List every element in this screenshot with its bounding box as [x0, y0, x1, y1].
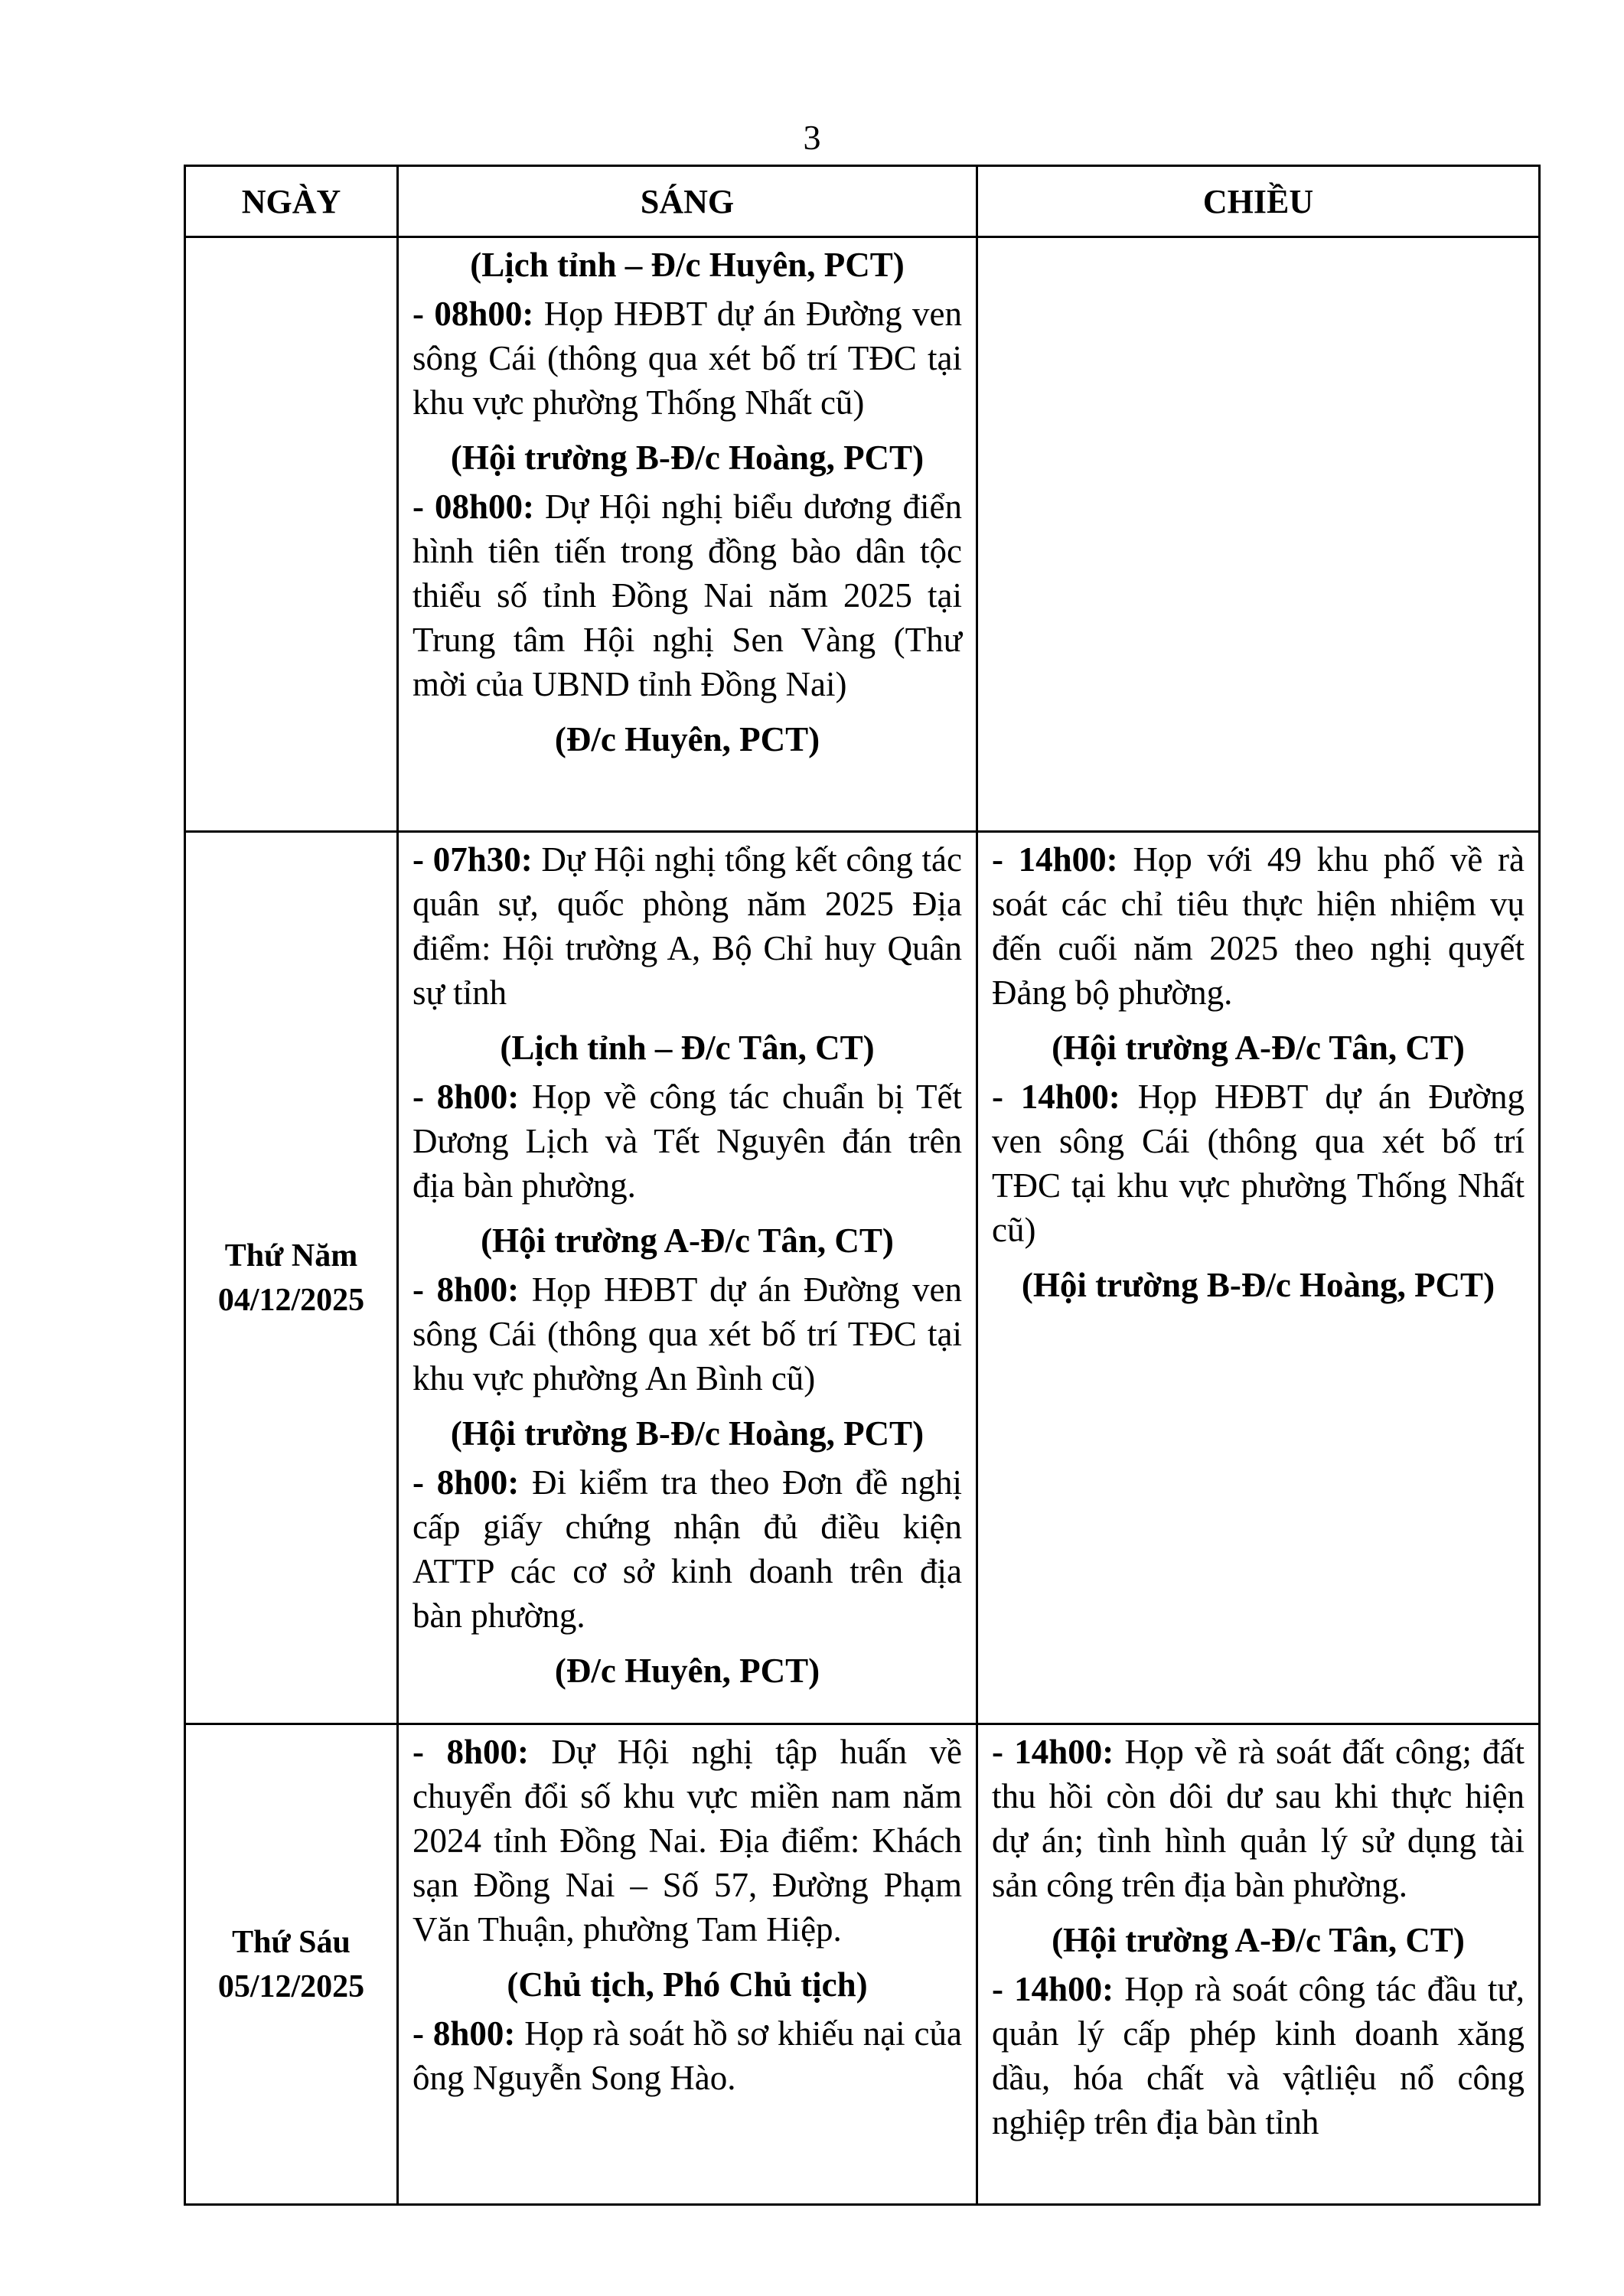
responsible-note: (Hội trường A-Đ/c Tân, CT)	[1052, 1921, 1465, 1959]
morning-cell	[398, 237, 977, 832]
schedule-entry	[992, 1730, 1525, 1907]
entry-description: Họp về công tác chuẩn bị Tết Dương Lịch và Tết Nguyên đán trên địa bàn phường.	[413, 1078, 962, 1205]
responsible-note: (Lịch tỉnh – Đ/c Tân, CT)	[500, 1029, 875, 1067]
entry-description: Dự Hội nghị biểu dương điển hình tiên tiến trong đồng bào dân tộc thiểu số tỉnh Đồng Nai năm 2025 tại Trung tâm Hội nghị Sen Vàng (Thư mời của UBND tỉnh Đồng Nai)	[413, 488, 963, 703]
entry-time: - 08h00:	[413, 295, 534, 333]
entry-description: Dự Hội nghị tập huấn về chuyển đổi số khu vực miền nam năm 2024 tỉnh Đồng Nai. Địa điểm: Khách sạn Đồng Nai – Số 57, Đường Phạm Văn Thuận, phường Tam Hiệp.	[413, 1733, 962, 1949]
day-cell	[185, 237, 398, 832]
entry-time: - 8h00:	[413, 1270, 520, 1309]
table-row	[185, 832, 1540, 1724]
entry-description: Họp rà soát hồ sơ khiếu nại của ông Nguyễn Song Hào.	[413, 2014, 962, 2097]
table-row	[185, 237, 1540, 832]
header-row	[185, 166, 1540, 237]
afternoon-cell	[977, 1724, 1540, 2205]
entry-time: - 14h00:	[992, 1733, 1114, 1771]
entry-time: - 8h00:	[413, 2014, 516, 2053]
entry-time: - 14h00:	[992, 840, 1118, 879]
schedule-entry	[413, 1075, 962, 1208]
schedule-entry	[413, 484, 962, 706]
schedule-entry	[413, 1730, 962, 1952]
afternoon-list	[978, 833, 1538, 1312]
header-afternoon: CHIỀU	[977, 166, 1540, 237]
day-name: Thứ Sáu	[232, 1924, 351, 1960]
entry-time: - 8h00:	[413, 1463, 520, 1502]
entry-description: Họp rà soát công tác đầu tư, quản lý cấp phép kinh doanh xăng dầu, hóa chất và vậtliệu nổ công nghiệp trên địa bàn tỉnh	[992, 1970, 1525, 2141]
entry-time: - 8h00:	[413, 1078, 520, 1116]
morning-list	[399, 833, 976, 1698]
responsible-note: (Hội trường B-Đ/c Hoàng, PCT)	[1021, 1266, 1495, 1304]
entry-description: Họp với 49 khu phố về rà soát các chỉ tiêu thực hiện nhiệm vụ đến cuối năm 2025 theo nghị quyết Đảng bộ phường.	[992, 840, 1525, 1012]
day-date: 05/12/2025	[217, 1968, 365, 2004]
responsible-note: (Hội trường A-Đ/c Tân, CT)	[481, 1221, 894, 1260]
header-day: NGÀY	[185, 166, 398, 237]
schedule-entry	[992, 1075, 1525, 1252]
schedule-entry	[413, 1267, 962, 1401]
afternoon-list	[978, 1725, 1538, 2149]
schedule-entry	[413, 1460, 962, 1638]
schedule-entry	[413, 292, 962, 425]
responsible-note: (Đ/c Huyên, PCT)	[554, 720, 820, 758]
schedule-entry	[992, 837, 1525, 1015]
afternoon-cell	[977, 832, 1540, 1724]
morning-cell	[398, 832, 977, 1724]
entry-description: Dự Hội nghị tổng kết công tác quân sự, quốc phòng năm 2025 Địa điểm: Hội trường A, Bộ Chỉ huy Quân sự tỉnh	[413, 840, 962, 1012]
entry-time: - 08h00:	[413, 488, 534, 526]
entry-description: Họp HĐBT dự án Đường ven sông Cái (thông qua xét bố trí TĐC tại khu vực phường An Bình cũ)	[413, 1270, 963, 1397]
entry-description: Họp về rà soát đất công; đất thu hồi còn dôi dư sau khi thực hiện dự án; tình hình quản lý sử dụng tài sản công trên địa bàn phường.	[992, 1733, 1525, 1904]
morning-list	[399, 238, 976, 766]
entry-time: - 14h00:	[992, 1970, 1114, 2008]
entry-time: - 07h30:	[413, 840, 533, 879]
entry-description: Đi kiểm tra theo Đơn đề nghị cấp giấy chứng nhận đủ điều kiện ATTP các cơ sở kinh doanh trên địa bàn phường.	[413, 1463, 963, 1635]
morning-cell	[398, 1724, 977, 2205]
entry-time: - 14h00:	[992, 1078, 1120, 1116]
morning-list	[399, 1725, 976, 2105]
responsible-note: (Lịch tỉnh – Đ/c Huyên, PCT)	[470, 246, 905, 284]
afternoon-cell	[977, 237, 1540, 832]
responsible-note: (Hội trường B-Đ/c Hoàng, PCT)	[450, 439, 925, 477]
responsible-note: (Chủ tịch, Phó Chủ tịch)	[507, 1965, 868, 2004]
schedule-table	[184, 165, 1541, 2206]
responsible-note: (Hội trường A-Đ/c Tân, CT)	[1052, 1029, 1465, 1067]
day-cell	[185, 832, 398, 1724]
schedule-entry	[413, 2011, 962, 2100]
day-cell	[185, 1724, 398, 2205]
responsible-note: (Đ/c Huyên, PCT)	[554, 1652, 820, 1690]
schedule-entry	[992, 1967, 1525, 2144]
table-row	[185, 1724, 1540, 2205]
header-morning: SÁNG	[398, 166, 977, 237]
entry-time: - 8h00:	[413, 1733, 529, 1771]
day-date: 04/12/2025	[217, 1282, 365, 1318]
entry-description: Họp HĐBT dự án Đường ven sông Cái (thông qua xét bố trí TĐC tại khu vực phường Thống Nhất cũ)	[992, 1078, 1525, 1249]
day-name: Thứ Năm	[224, 1238, 358, 1274]
entry-description: Họp HĐBT dự án Đường ven sông Cái (thông qua xét bố trí TĐC tại khu vực phường Thống Nhất cũ)	[413, 295, 963, 422]
responsible-note: (Hội trường B-Đ/c Hoàng, PCT)	[450, 1414, 925, 1453]
schedule-entry	[413, 837, 962, 1015]
afternoon-list	[978, 238, 1538, 247]
page-number: 3	[803, 118, 821, 157]
